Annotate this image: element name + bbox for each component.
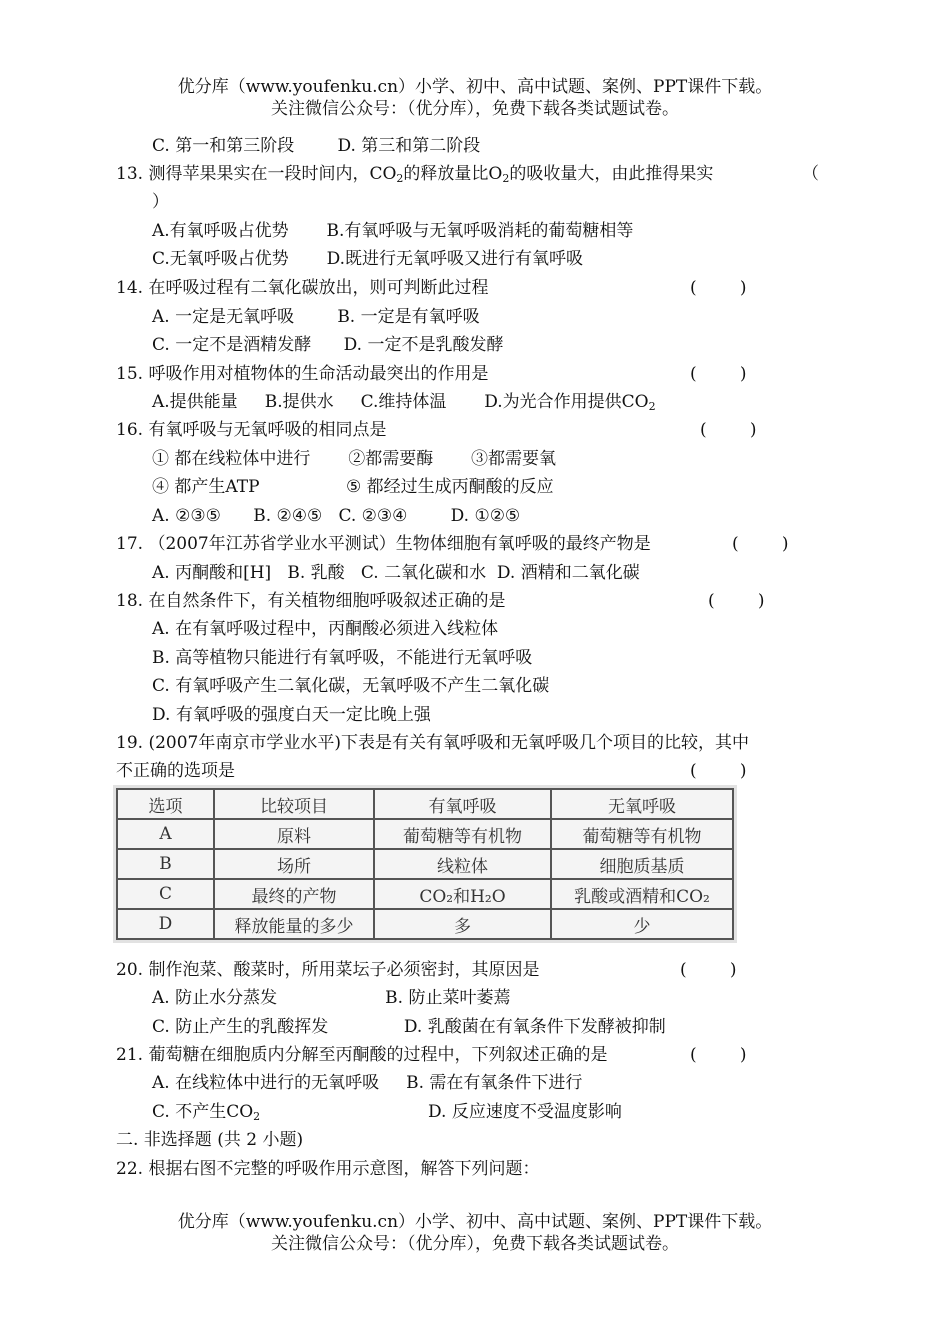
table-cell: 原料 [214, 819, 374, 849]
table-cell: 少 [551, 909, 733, 939]
q18-option-b: B. 高等植物只能进行有氧呼吸，不能进行无氧呼吸 [152, 648, 533, 668]
q18-option-a: A. 在有氧呼吸过程中，丙酮酸必须进入线粒体 [152, 619, 499, 639]
table-cell: C [117, 879, 214, 909]
q20-stem: 20. 制作泡菜、酸菜时，所用菜坛子必须密封，其原因是 [116, 960, 540, 980]
q16-items-2: ④ 都产生ATP ⑤ 都经过生成丙酮酸的反应 [152, 477, 554, 497]
table-cell: 场所 [214, 849, 374, 879]
q13-options-ab: A.有氧呼吸占优势 B.有氧呼吸与无氧呼吸消耗的葡萄糖相等 [152, 221, 634, 241]
footer-line-1: 优分库（www.youfenku.cn）小学、初中、高中试题、案例、PPT课件下载。 [177, 1212, 773, 1232]
q20-options-cd: C. 防止产生的乳酸挥发 D. 乳酸菌在有氧条件下发酵被抑制 [152, 1017, 666, 1037]
table-header-row [117, 789, 733, 819]
q17-options: A. 丙酮酸和[H] B. 乳酸 C. 二氧化碳和水 D. 酒精和二氧化碳 [152, 563, 640, 583]
q21-option-d: D. 反应速度不受温度影响 [428, 1102, 622, 1122]
table-cell: 葡萄糖等有机物 [374, 819, 551, 849]
q13-answer-paren-close: ） [152, 192, 169, 212]
table-cell: 释放能量的多少 [214, 909, 374, 939]
table-row [117, 909, 733, 939]
table-cell: 细胞质基质 [551, 849, 733, 879]
q14-options-ab: A. 一定是无氧呼吸 B. 一定是有氧呼吸 [152, 307, 480, 327]
table-row [117, 879, 733, 909]
q18-stem: 18. 在自然条件下，有关植物细胞呼吸叙述正确的是 [116, 591, 506, 611]
q16-options: A. ②③⑤ B. ②④⑤ C. ②③④ D. ①②⑤ [152, 506, 521, 526]
q16-answer-paren: ( ) [700, 420, 757, 440]
table-cell: CO₂和H₂O [374, 879, 551, 909]
table-header-cell: 比较项目 [214, 789, 374, 819]
comparison-table [116, 788, 734, 940]
q13-options-cd: C.无氧呼吸占优势 D.既进行无氧呼吸又进行有氧呼吸 [152, 249, 584, 269]
q18-answer-paren: ( ) [708, 591, 765, 611]
q19-stem-line-2: 不正确的选项是 [116, 761, 235, 781]
q15-options: A.提供能量 B.提供水 C.维持体温 D.为光合作用提供$CO_2$ [152, 392, 656, 413]
table-cell: A [117, 819, 214, 849]
q19-answer-paren: ( ) [690, 761, 747, 781]
table-cell: 线粒体 [374, 849, 551, 879]
q21-answer-paren: ( ) [690, 1045, 747, 1065]
table-header-cell: 选项 [117, 789, 214, 819]
q15-stem: 15. 呼吸作用对植物体的生命活动最突出的作用是 [116, 364, 489, 384]
q14-options-cd: C. 一定不是酒精发酵 D. 一定不是乳酸发酵 [152, 335, 504, 355]
q15-answer-paren: ( ) [690, 364, 747, 384]
q21-option-c: C. 不产生$CO_2$ [152, 1102, 261, 1123]
q12-options-cd: C. 第一和第三阶段 D. 第三和第二阶段 [152, 136, 481, 156]
page-footer [0, 1211, 950, 1255]
q18-option-c: C. 有氧呼吸产生二氧化碳，无氧呼吸不产生二氧化碳 [152, 676, 550, 696]
q21-options-ab: A. 在线粒体中进行的无氧呼吸 B. 需在有氧条件下进行 [152, 1073, 583, 1093]
q21-stem: 21. 葡萄糖在细胞质内分解至丙酮酸的过程中，下列叙述正确的是 [116, 1045, 608, 1065]
footer-line-2: 关注微信公众号：（优分库），免费下载各类试题试卷。 [271, 1234, 679, 1254]
q14-stem: 14. 在呼吸过程有二氧化碳放出，则可判断此过程 [116, 278, 489, 298]
table-cell: B [117, 849, 214, 879]
q13-answer-paren-open: （ [802, 164, 819, 184]
header-line-2: 关注微信公众号：（优分库），免费下载各类试题试卷。 [271, 99, 679, 119]
table-header-cell: 无氧呼吸 [551, 789, 733, 819]
table-row [117, 849, 733, 879]
q16-items-1: ① 都在线粒体中进行 ②都需要酶 ③都需要氧 [152, 449, 557, 469]
q16-stem: 16. 有氧呼吸与无氧呼吸的相同点是 [116, 420, 387, 440]
q22-stem: 22. 根据右图不完整的呼吸作用示意图，解答下列问题： [116, 1159, 540, 1179]
table-cell: 乳酸或酒精和CO₂ [551, 879, 733, 909]
table-cell: 多 [374, 909, 551, 939]
table-row [117, 819, 733, 849]
section-title: 二. 非选择题 (共 2 小题) [116, 1130, 304, 1150]
table-header-cell: 有氧呼吸 [374, 789, 551, 819]
page-header [0, 76, 950, 120]
q17-stem: 17. （2007年江苏省学业水平测试）生物体细胞有氧呼吸的最终产物是 [116, 534, 651, 554]
header-line-1: 优分库（www.youfenku.cn）小学、初中、高中试题、案例、PPT课件下载。 [177, 77, 773, 97]
q19-stem-line-1: 19. (2007年南京市学业水平)下表是有关有氧呼吸和无氧呼吸几个项目的比较，其中 [116, 733, 749, 753]
table-cell: 最终的产物 [214, 879, 374, 909]
q20-options-ab: A. 防止水分蒸发 B. 防止菜叶萎蔫 [152, 988, 511, 1008]
q13-stem: 13. 测得苹果果实在一段时间内，$CO_2$的释放量比$O_2$的吸收量大，由此推得果实 [116, 164, 714, 185]
table-cell: D [117, 909, 214, 939]
q18-option-d: D. 有氧呼吸的强度白天一定比晚上强 [152, 705, 431, 725]
q20-answer-paren: ( ) [680, 960, 737, 980]
q14-answer-paren: ( ) [690, 278, 747, 298]
q17-answer-paren: ( ) [732, 534, 789, 554]
table-cell: 葡萄糖等有机物 [551, 819, 733, 849]
